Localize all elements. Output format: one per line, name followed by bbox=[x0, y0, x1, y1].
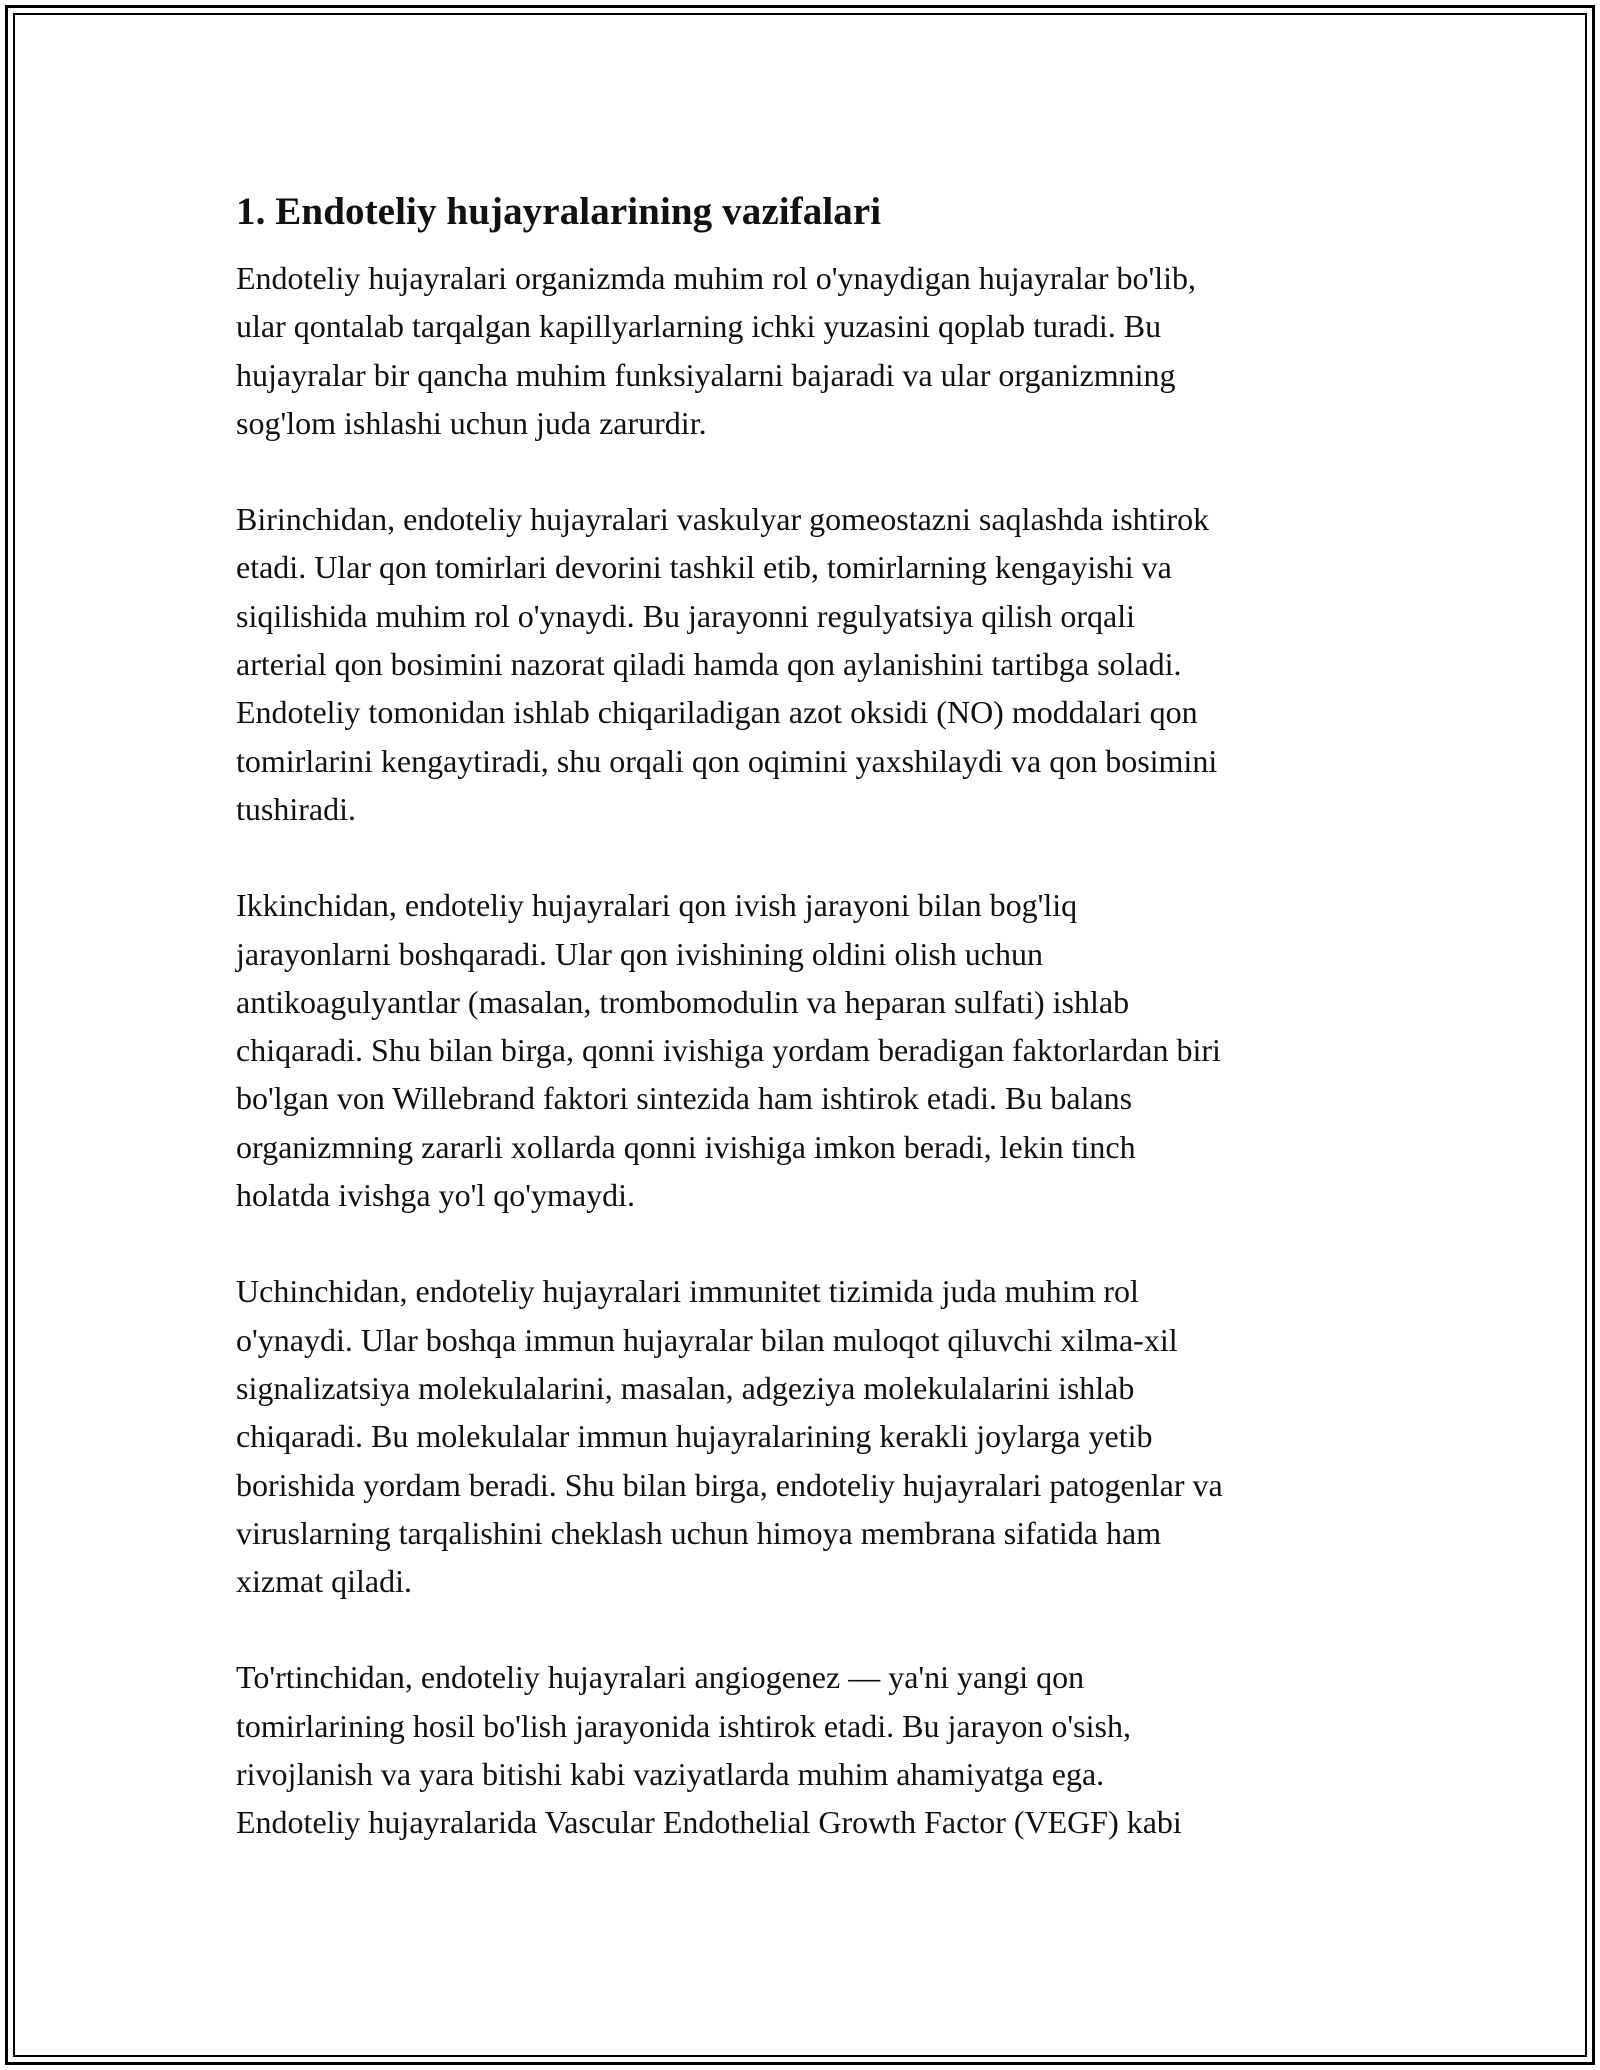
text-line: viruslarning tarqalishini cheklash uchun himoya membrana sifatida ham bbox=[236, 1514, 1162, 1551]
section-heading: 1. Endoteliy hujayralarining vazifalari bbox=[236, 190, 882, 233]
paragraph-second bbox=[236, 881, 1386, 1219]
text-line: ular qontalab tarqalgan kapillyarlarning ichki yuzasini qoplab turadi. Bu bbox=[236, 308, 1162, 345]
text-line: Endoteliy tomonidan ishlab chiqariladigan azot oksidi (NO) moddalari qon bbox=[236, 694, 1198, 731]
text-line: tushiradi. bbox=[236, 790, 356, 827]
text-line: Uchinchidan, endoteliy hujayralari immunitet tizimida juda muhim rol bbox=[236, 1273, 1139, 1310]
text-line: borishida yordam beradi. Shu bilan birga, endoteliy hujayralari patogenlar va bbox=[236, 1466, 1223, 1503]
text-line: chiqaradi. Bu molekulalar immun hujayralarining kerakli joylarga yetib bbox=[236, 1418, 1153, 1455]
text-line: jarayonlarni boshqaradi. Ular qon ivishining oldini olish uchun bbox=[236, 935, 1043, 972]
text-line: o'ynaydi. Ular boshqa immun hujayralar bilan muloqot qiluvchi xilma-xil bbox=[236, 1321, 1178, 1358]
text-line: bo'lgan von Willebrand faktori sintezida ham ishtirok etadi. Bu balans bbox=[236, 1080, 1133, 1117]
text-line: tomirlarining hosil bo'lish jarayonida ishtirok etadi. Bu jarayon o'sish, bbox=[236, 1707, 1131, 1744]
text-line: tomirlarini kengaytiradi, shu orqali qon oqimini yaxshilaydi va qon bosimini bbox=[236, 742, 1218, 779]
paragraph-third bbox=[236, 1267, 1386, 1605]
text-line: organizmning zararli xollarda qonni ivishiga imkon beradi, lekin tinch bbox=[236, 1128, 1136, 1165]
text-line: To'rtinchidan, endoteliy hujayralari angiogenez — ya'ni yangi qon bbox=[236, 1659, 1085, 1696]
paragraph-first bbox=[236, 495, 1386, 833]
text-line: Ikkinchidan, endoteliy hujayralari qon ivish jarayoni bilan bog'liq bbox=[236, 887, 1078, 924]
paragraph-intro bbox=[236, 254, 1386, 447]
text-line: Birinchidan, endoteliy hujayralari vaskulyar gomeostazni saqlashda ishtirok bbox=[236, 501, 1210, 538]
text-line: hujayralar bir qancha muhim funksiyalarni bajaradi va ular organizmning bbox=[236, 356, 1176, 393]
text-line: signalizatsiya molekulalarini, masalan, adgeziya molekulalarini ishlab bbox=[236, 1369, 1135, 1406]
text-line: antikoagulyantlar (masalan, trombomodulin va heparan sulfati) ishlab bbox=[236, 983, 1130, 1020]
text-line: holatda ivishga yo'l qo'ymaydi. bbox=[236, 1177, 636, 1214]
text-line: Endoteliy hujayralari organizmda muhim rol o'ynaydigan hujayralar bo'lib, bbox=[236, 260, 1197, 296]
text-line: xizmat qiladi. bbox=[236, 1563, 412, 1600]
text-line: sog'lom ishlashi uchun juda zarurdir. bbox=[236, 404, 707, 441]
text-line: siqilishida muhim rol o'ynaydi. Bu jarayonni regulyatsiya qilish orqali bbox=[236, 597, 1135, 634]
text-line: Endoteliy hujayralarida Vascular Endothelial Growth Factor (VEGF) kabi bbox=[236, 1804, 1182, 1841]
text-line: etadi. Ular qon tomirlari devorini tashkil etib, tomirlarning kengayishi va bbox=[236, 549, 1172, 586]
text-line: arterial qon bosimini nazorat qiladi hamda qon aylanishini tartibga soladi. bbox=[236, 646, 1182, 683]
text-line: rivojlanish va yara bitishi kabi vaziyatlarda muhim ahamiyatga ega. bbox=[236, 1756, 1105, 1793]
document-page bbox=[236, 186, 1386, 1895]
text-line: chiqaradi. Shu bilan birga, qonni ivishiga yordam beradigan faktorlardan biri bbox=[236, 1032, 1221, 1069]
paragraph-fourth bbox=[236, 1653, 1386, 1846]
